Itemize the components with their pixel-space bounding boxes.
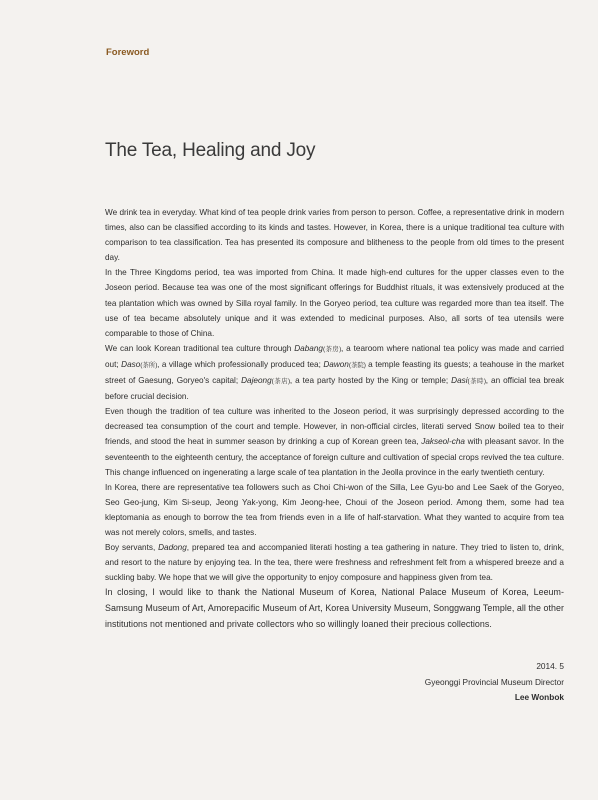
- term-dabang: Dabang: [294, 343, 323, 353]
- signature-block: [425, 659, 564, 706]
- signature-date: 2014. 5: [536, 661, 564, 671]
- paragraph-1: We drink tea in everyday. What kind of tea people drink varies from person to person. Coffee, a representative drink in modern times, also can be classified according to its kinds and tastes. However, in Korea, there is a unique traditional tea culture with comparison to tea classification. Tea has presented its composure and blitheness to the people from old times to the present day.: [105, 208, 564, 263]
- paragraph-4: Even though the tradition of tea culture was inherited to the Joseon period, it was surprisingly depressed according to the decreased tea consumption of the court and temple. However, in non-official circles, literati served Snow boiled tea to their friends, and stood the heat in summer season by drinking a cup of Korean green tea, Jakseol-cha with pleasant savor. In the seventeenth to the eighteenth century, the acceptance of foreign culture and cultivation of special crops revived the tea culture. This change influenced on ingenerating a large scale of tea plantation in the Jeolla province in the early twentieth century.: [105, 407, 564, 477]
- term-dawon: Dawon: [323, 359, 349, 369]
- foreword-body: [105, 205, 564, 632]
- paragraph-6: Boy servants, Dadong, prepared tea and accompanied literati hosting a tea gathering in nature. They tried to listen to, drink, and resort to the nature by enjoying tea. In the tea, there were freshness and refreshment felt from a whispered breeze and a suckling baby. We hope that we will give the opportunity to enjoy composure and happiness given from tea.: [105, 543, 564, 583]
- term-dasi: Dasi: [451, 376, 468, 386]
- term-dadong: Dadong: [158, 543, 187, 553]
- paragraph-closing: In closing, I would like to thank the National Museum of Korea, National Palace Museum of Korea, Leeum-Samsung Museum of Art, Amorepacific Museum of Art, Korea University Museum, Songgwang Temple, all the other institutions not mentioned and private collectors who so willingly loaned their precious collections.: [105, 587, 564, 629]
- paragraph-2: In the Three Kingdoms period, tea was imported from China. It made high-end cultures for the upper classes even to the Joseon period. Because tea was one of the most significant offerings for Buddhist rituals, it was extensively produced at the tea plantation which was owned by Silla royal family. In the Goryeo period, tea culture was regarded more than tea itself. The use of tea became absolutely unique and it was extended to medicinal purposes. Also, all sorts of tea utensils were comparable to those of China.: [105, 268, 564, 338]
- signature-position: Gyeonggi Provincial Museum Director: [424, 676, 564, 687]
- section-label: Foreword: [106, 47, 150, 58]
- signature-name: Lee Wonbok: [514, 692, 564, 703]
- paragraph-5: In Korea, there are representative tea followers such as Choi Chi-won of the Silla, Lee Gyu-bo and Lee Saek of the Goryeo, Seo Geo-jung, Kim Si-seup, Jeong Yak-yong, Kim Jeong-hee, Choui of the Joseon period. Among them, some had tea kleptomania as enough to borrow the tea from friends even in a life of half-starvation. What they wanted to acquire from tea was not merely colors, smells, and tastes.: [105, 482, 564, 537]
- term-dajeong: Dajeong: [241, 376, 272, 386]
- term-daso: Daso: [121, 359, 141, 369]
- term-jakseol-cha: Jakseol-cha: [421, 437, 465, 447]
- page-title: The Tea, Healing and Joy: [105, 140, 316, 161]
- paragraph-3: We can look Korean traditional tea culture through Dabang(茶房), a tearoom where national tea policy was made and carried out; Daso(茶所), a village which professionally produced tea; Dawon(茶院) a temple feasting its guests; a teahouse in the market street of Gaesung, Goryeo's capital; Dajeong(茶店), a tea party hosted by the King or temple; Dasi(茶時), an official tea break before crucial decision.: [105, 343, 564, 402]
